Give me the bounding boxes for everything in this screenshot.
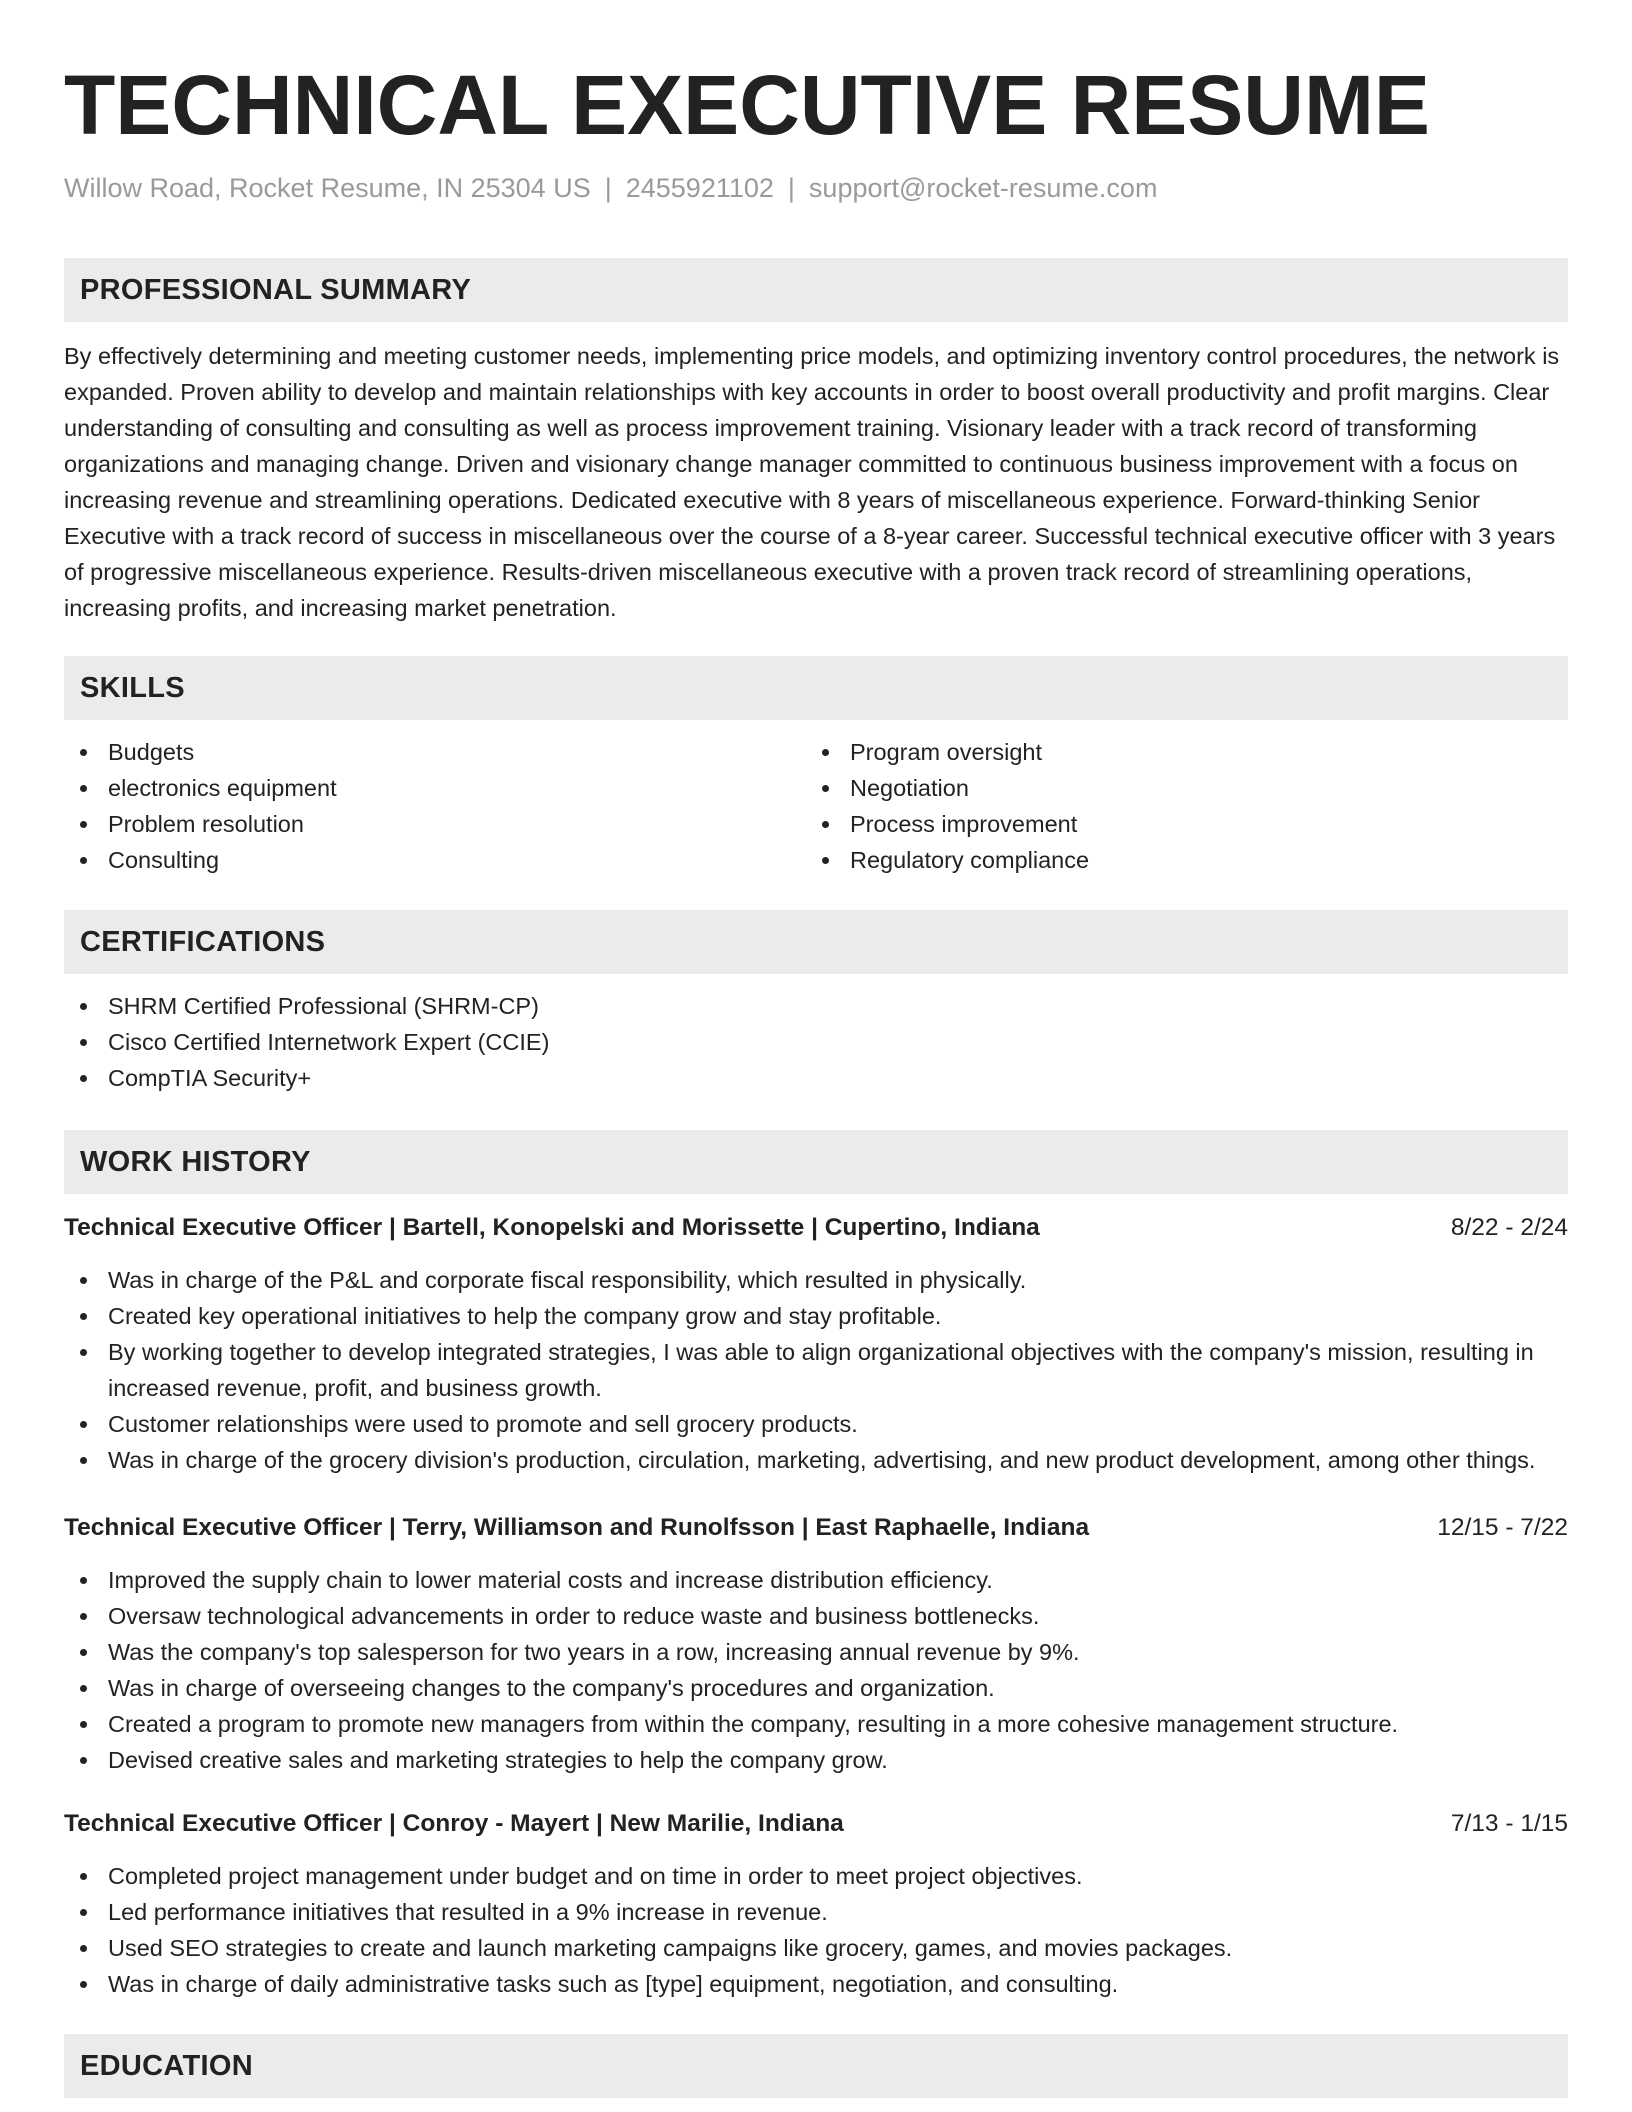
certifications-list (64, 988, 1568, 1096)
job-bullet: Used SEO strategies to create and launch marketing campaigns like grocery, games, and movies packages. (64, 1930, 1568, 1966)
certification-item: CompTIA Security+ (64, 1060, 1568, 1096)
skill-item: Consulting (64, 842, 806, 878)
contact-separator: | (604, 173, 612, 203)
resume-page (64, 0, 1568, 2098)
contact-phone: 2455921102 (625, 173, 774, 203)
skill-item: Negotiation (806, 770, 1548, 806)
summary-text: By effectively determining and meeting customer needs, implementing price models, and optimizing inventory control procedures, the network is expanded. Proven ability to develop and maintain relationships with key accounts in order to boost overall productivity and profit margins. Clear understanding of consulting and consulting as well as process improvement training. Visionary leader with a track record of transforming organizations and managing change. Driven and visionary change manager committed to continuous business improvement with a focus on increasing revenue and streamlining operations. Dedicated executive with 8 years of miscellaneous experience. Forward-thinking Senior Executive with a track record of success in miscellaneous over the course of a 8-year career. Successful technical executive officer with 3 years of progressive miscellaneous experience. Results-driven miscellaneous executive with a proven track record of streamlining operations, increasing profits, and increasing market penetration. (64, 343, 1560, 621)
job-title: Technical Executive Officer | Conroy - Mayert | New Marilie, Indiana (64, 1810, 844, 1837)
contact-separator: | (787, 173, 795, 203)
skill-item: Regulatory compliance (806, 842, 1548, 878)
skill-item: Program oversight (806, 734, 1548, 770)
section-heading-skills: SKILLS (64, 656, 1568, 720)
job-bullet: Created key operational initiatives to help the company grow and stay profitable. (64, 1298, 1568, 1334)
skills-list-right (806, 734, 1548, 878)
job-entry (64, 1806, 1568, 2002)
job-entry (64, 1510, 1568, 1778)
job-dates: 7/13 - 1/15 (1450, 1810, 1568, 1837)
section-heading-summary: PROFESSIONAL SUMMARY (64, 258, 1568, 322)
resume-title: TECHNICAL EXECUTIVE RESUME (64, 58, 1430, 152)
job-title: Technical Executive Officer | Terry, Williamson and Runolfsson | East Raphaelle, Indiana (64, 1514, 1090, 1541)
job-bullet: Devised creative sales and marketing strategies to help the company grow. (64, 1742, 1568, 1778)
job-bullet: Oversaw technological advancements in order to reduce waste and business bottlenecks. (64, 1598, 1568, 1634)
job-header (64, 1510, 1568, 1546)
job-bullets (64, 1262, 1568, 1478)
job-bullet: Was in charge of the P&L and corporate fiscal responsibility, which resulted in physically. (64, 1262, 1568, 1298)
skill-item: Process improvement (806, 806, 1548, 842)
section-heading-certifications: CERTIFICATIONS (64, 910, 1568, 974)
section-heading-work-history: WORK HISTORY (64, 1130, 1568, 1194)
contact-email: support@rocket-resume.com (808, 173, 1158, 203)
job-bullet: Customer relationships were used to promote and sell grocery products. (64, 1406, 1568, 1442)
job-bullet: Was in charge of the grocery division's production, circulation, marketing, advertising, and new product development, among other things. (64, 1442, 1568, 1478)
job-bullets (64, 1562, 1568, 1778)
job-header (64, 1806, 1568, 1842)
job-bullet: Was the company's top salesperson for two years in a row, increasing annual revenue by 9%. (64, 1634, 1568, 1670)
contact-line (64, 172, 1568, 204)
job-title: Technical Executive Officer | Bartell, Konopelski and Morissette | Cupertino, Indiana (64, 1214, 1040, 1241)
job-header (64, 1210, 1568, 1246)
job-bullet: Created a program to promote new managers from within the company, resulting in a more cohesive management structure. (64, 1706, 1568, 1742)
job-dates: 8/22 - 2/24 (1450, 1214, 1568, 1241)
skill-item: Budgets (64, 734, 806, 770)
job-bullet: Improved the supply chain to lower material costs and increase distribution efficiency. (64, 1562, 1568, 1598)
job-dates: 12/15 - 7/22 (1437, 1514, 1568, 1541)
job-bullet: Was in charge of daily administrative tasks such as [type] equipment, negotiation, and consulting. (64, 1966, 1568, 2002)
skill-item: electronics equipment (64, 770, 806, 806)
job-bullet: Was in charge of overseeing changes to the company's procedures and organization. (64, 1670, 1568, 1706)
certification-item: SHRM Certified Professional (SHRM-CP) (64, 988, 1568, 1024)
skill-item: Problem resolution (64, 806, 806, 842)
certification-item: Cisco Certified Internetwork Expert (CCIE) (64, 1024, 1568, 1060)
skills-list-left (64, 734, 806, 878)
job-bullets (64, 1858, 1568, 2002)
job-bullet: Completed project management under budget and on time in order to meet project objectives. (64, 1858, 1568, 1894)
job-bullet: By working together to develop integrated strategies, I was able to align organizational objectives with the company's mission, resulting in increased revenue, profit, and business growth. (64, 1334, 1568, 1406)
job-bullet: Led performance initiatives that resulted in a 9% increase in revenue. (64, 1894, 1568, 1930)
section-heading-education: EDUCATION (64, 2034, 1568, 2098)
contact-address: Willow Road, Rocket Resume, IN 25304 US (64, 173, 591, 203)
skills-grid (64, 734, 1568, 878)
job-entry (64, 1210, 1568, 1478)
